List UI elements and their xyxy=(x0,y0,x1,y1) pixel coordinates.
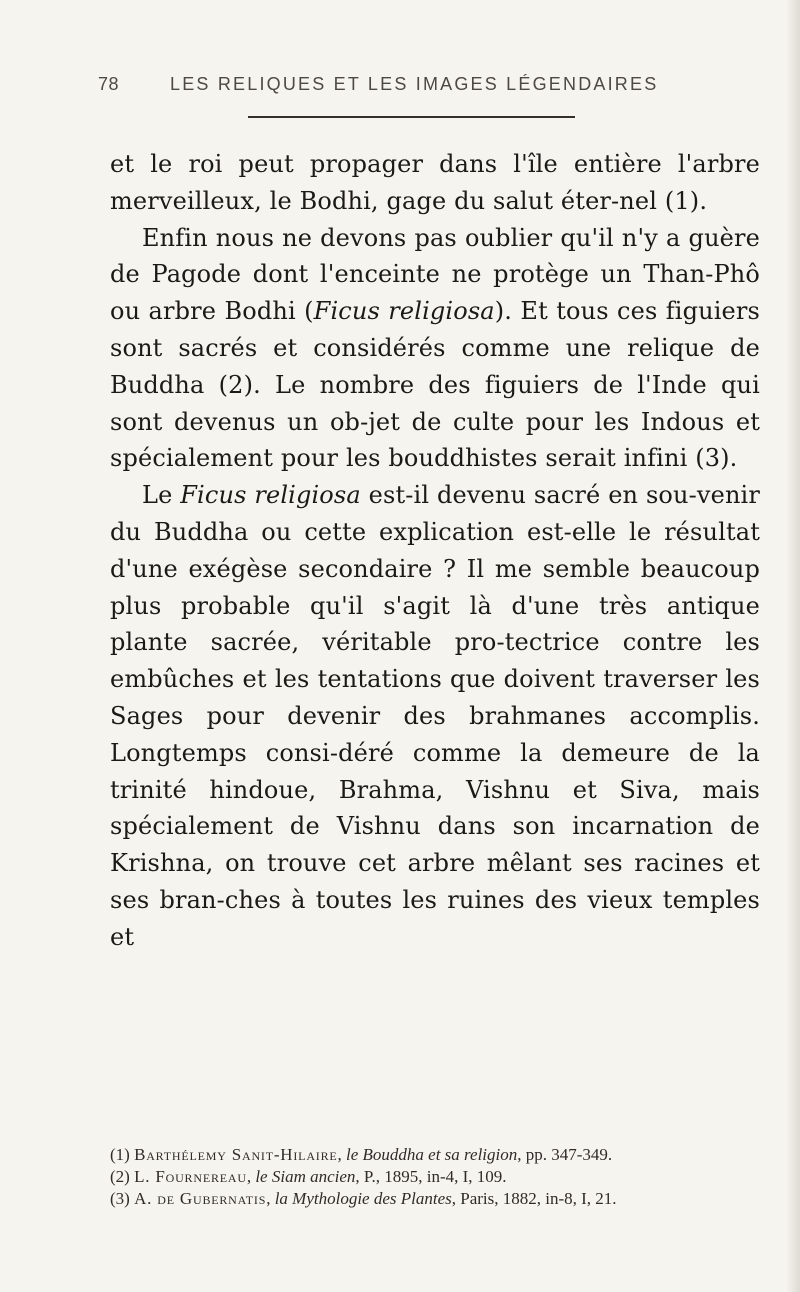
footnote-3-author: A. de Gubernatis xyxy=(134,1189,267,1208)
paragraph-3-text-b: est-il devenu sacré en sou-venir du Buddha ou cette explication est-elle le résultat d'une exégèse secondaire ? Il me semble beaucoup plus probable qu'il s'agit là d'une très antique plante sacrée, véritable pro-tectrice contre les embûches et les tentations que doivent traverser les Sages pour devenir des brahmanes accomplis. Longtemps consi-déré comme la demeure de la trinité hindoue, Brahma, Vishnu et Siva, mais spécialement de Vishnu dans son incarnation de Krishna, on trouve cet arbre mêlant ses racines et ses bran-ches à toutes les ruines des vieux temples et xyxy=(110,481,760,951)
footnote-2-title: le Siam ancien xyxy=(255,1167,356,1186)
paragraph-2-italic-ficus-religiosa: Ficus religiosa xyxy=(313,297,495,326)
footnote-1-title: le Bouddha et sa religion xyxy=(346,1145,518,1164)
paragraph-1 xyxy=(110,146,760,220)
page-number: 78 xyxy=(98,74,120,94)
header-rule xyxy=(248,116,575,118)
footnote-3-number: (3) xyxy=(110,1189,135,1208)
footnote-2-author: L. Fournereau xyxy=(134,1167,247,1186)
paragraph-2-text-a: Enfin nous ne devons pas oublier qu'il n'y a guère de Pagode dont l'enceinte ne protège un Than-Phô ou arbre Bodhi ( xyxy=(110,223,760,326)
page-edge-shadow xyxy=(786,0,800,1292)
paragraph-3-italic-ficus-religiosa: Ficus religiosa xyxy=(180,481,361,510)
footnote-2-rest: , P., 1895, in-4, I, 109. xyxy=(355,1167,507,1186)
footnote-1-rest: , pp. 347-349. xyxy=(517,1145,613,1164)
footnote-3 xyxy=(110,1188,760,1210)
footnotes xyxy=(110,1144,760,1210)
footnote-1-number: (1) xyxy=(110,1145,135,1164)
footnote-2-separator: , xyxy=(246,1167,256,1186)
running-title: LES RELIQUES ET LES IMAGES LÉGENDAIRES xyxy=(170,74,659,94)
footnote-3-separator: , xyxy=(266,1189,275,1208)
footnote-2 xyxy=(110,1166,760,1188)
paragraph-3 xyxy=(110,477,760,955)
paragraph-2-text-b: ). Et tous ces figuiers sont sacrés et considérés comme une relique de Buddha (2). Le nombre des figuiers de l'Inde qui sont devenus un ob-jet de culte pour les Indous et spécialement pour les bouddhistes serait infini (3). xyxy=(110,297,760,473)
footnote-2-number: (2) xyxy=(110,1167,135,1186)
footnote-1 xyxy=(110,1144,760,1166)
paragraph-1-text: et le roi peut propager dans l'île entière l'arbre merveilleux, le Bodhi, gage du salut éter-nel (1). xyxy=(110,150,760,215)
page-header xyxy=(98,68,758,104)
footnote-3-rest: , Paris, 1882, in-8, I, 21. xyxy=(451,1189,617,1208)
paragraph-2 xyxy=(110,220,760,478)
main-text xyxy=(110,146,760,956)
paragraph-3-text-a: Le xyxy=(142,481,181,510)
footnote-1-author: Barthélemy Sanit-Hilaire xyxy=(134,1145,338,1164)
footnote-3-title: la Mythologie des Plantes xyxy=(274,1189,452,1208)
footnote-1-separator: , xyxy=(337,1145,347,1164)
